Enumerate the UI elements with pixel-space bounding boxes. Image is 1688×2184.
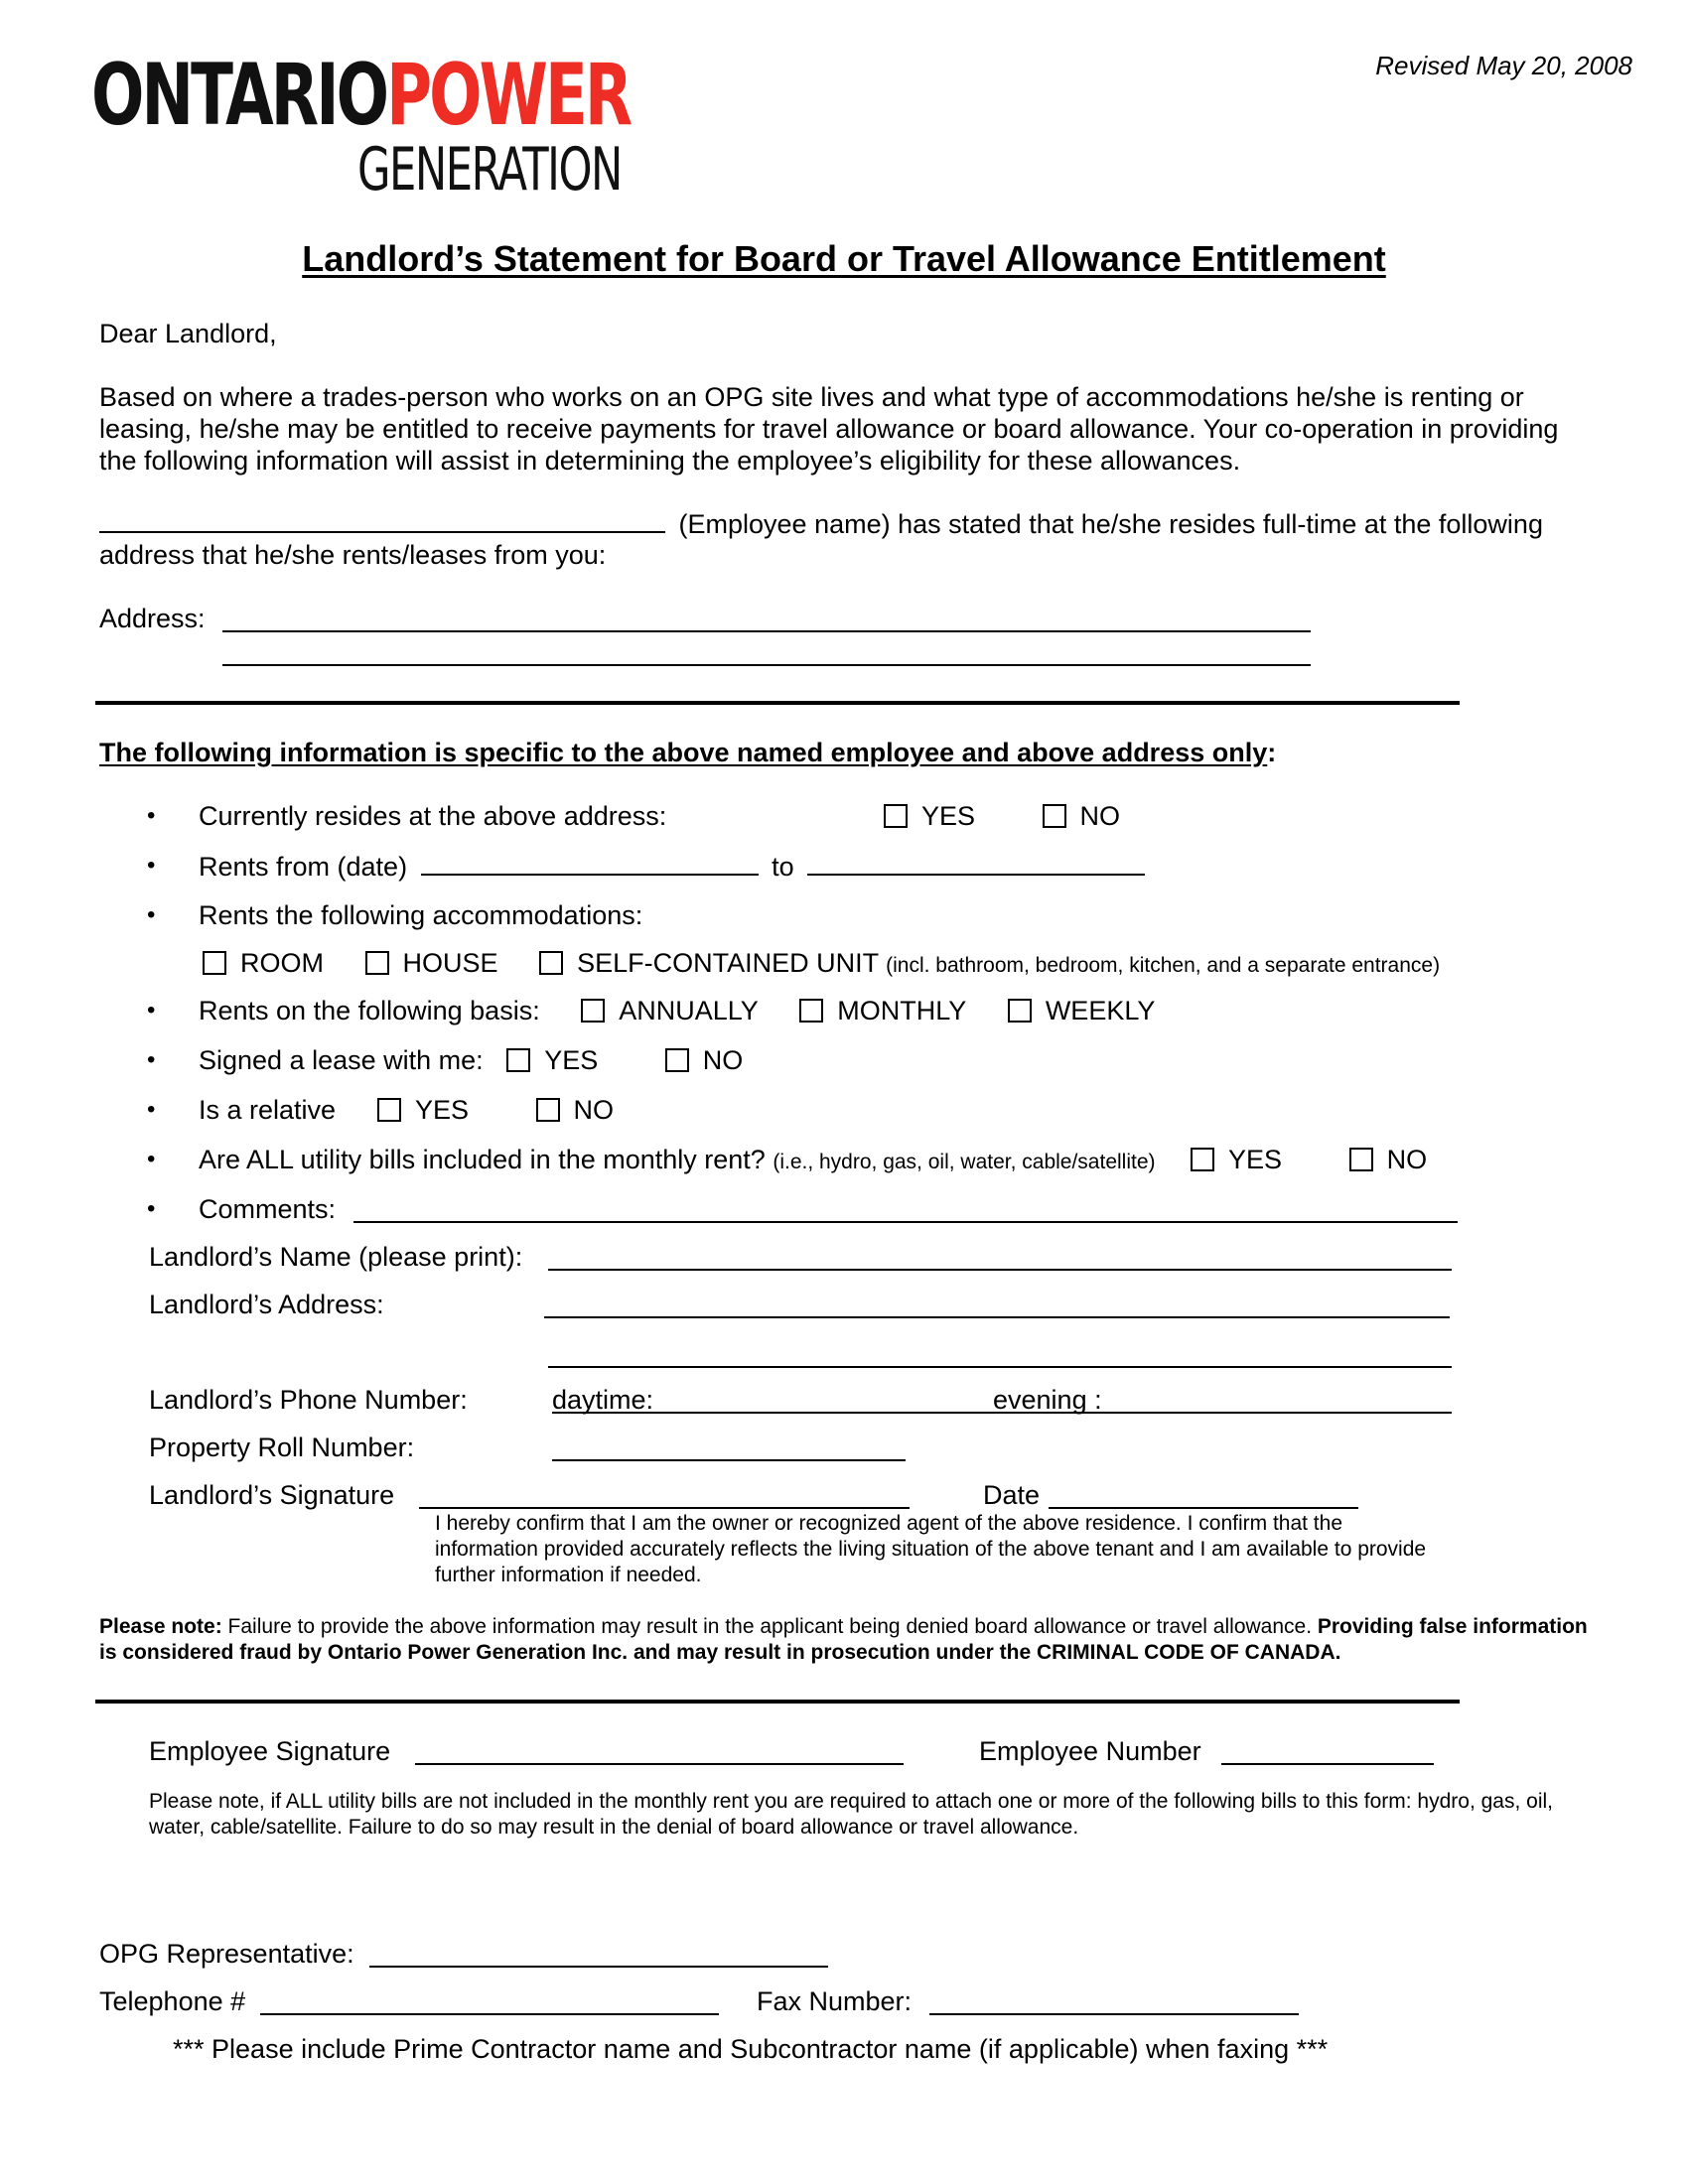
bullet-icon: • (147, 997, 156, 1024)
utilities-label: Are ALL utility bills included in the monthly rent? (199, 1145, 766, 1174)
utilities-no-checkbox[interactable] (1349, 1148, 1373, 1171)
please-note-text: Failure to provide the above information may result in the applicant being denied board allowance or travel allowance. (221, 1615, 1318, 1638)
landlord-name-field[interactable] (548, 1245, 1452, 1271)
utilities-yes-checkbox[interactable] (1191, 1148, 1214, 1171)
utilities-no-label: NO (1386, 1145, 1428, 1174)
landlord-signature-label: Landlord’s Signature (149, 1480, 395, 1510)
relative-no-label: NO (573, 1095, 615, 1125)
resides-no-label: NO (1079, 801, 1121, 831)
utility-bills-note: Please note, if ALL utility bills are not included in the monthly rent you are required to attach one or more of the following bills to this form: hydro, gas, oil, water, cable/satellite. Failure to do so may result in the denial of board allowance or travel allowance. (149, 1790, 1553, 1839)
logo-power: POWER (386, 46, 631, 145)
rents-to-date-field[interactable] (807, 850, 1145, 876)
bullet-icon: • (147, 802, 156, 829)
landlord-address-field-2[interactable] (548, 1342, 1452, 1368)
address-field-2[interactable] (222, 640, 1311, 666)
utilities-yes-label: YES (1228, 1145, 1283, 1174)
monthly-checkbox[interactable] (799, 999, 823, 1023)
utilities-note: (i.e., hydro, gas, oil, water, cable/satellite) (773, 1151, 1156, 1173)
comments-field[interactable] (353, 1197, 1458, 1223)
bullet-icon: • (147, 901, 156, 928)
divider-1 (95, 701, 1460, 705)
faxing-instruction: *** Please include Prime Contractor name and Subcontractor name (if applicable) when faxing *** (173, 2034, 1329, 2064)
landlord-confirmation: I hereby confirm that I am the owner or recognized agent of the above residence. I confirm that the information provided accurately reflects the living situation of the above tenant and I am available to provide further information if needed. (435, 1512, 1427, 1586)
employee-name-field[interactable] (99, 507, 665, 533)
address-field-1[interactable] (222, 607, 1311, 632)
relative-yes-label: YES (415, 1095, 470, 1125)
please-note-label: Please note: (99, 1615, 222, 1638)
bullet-icon: • (147, 1195, 156, 1222)
logo-ontario: ONTARIO (91, 46, 387, 145)
employee-signature-label: Employee Signature (149, 1736, 391, 1766)
landlord-address-label: Landlord’s Address: (149, 1290, 384, 1319)
lease-yes-checkbox[interactable] (506, 1048, 530, 1072)
accommodations-label: Rents the following accommodations: (199, 900, 643, 930)
resides-label: Currently resides at the above address: (199, 801, 667, 831)
divider-2 (95, 1700, 1460, 1704)
bullet-icon: • (147, 1096, 156, 1123)
bullet-icon: • (147, 852, 156, 879)
house-checkbox[interactable] (365, 951, 389, 975)
section-heading: The following information is specific to the above named employee and above address only (99, 738, 1268, 767)
monthly-label: MONTHLY (837, 996, 967, 1025)
annually-label: ANNUALLY (619, 996, 759, 1025)
property-roll-label: Property Roll Number: (149, 1433, 415, 1462)
relative-no-checkbox[interactable] (536, 1098, 560, 1122)
landlord-phone-label: Landlord’s Phone Number: (149, 1385, 468, 1415)
opg-rep-field[interactable] (369, 1942, 828, 1968)
daytime-phone-field[interactable] (552, 1388, 993, 1414)
resides-yes-checkbox[interactable] (884, 804, 908, 828)
weekly-checkbox[interactable] (1008, 999, 1032, 1023)
landlord-address-field-1[interactable] (544, 1293, 1450, 1318)
bullet-icon: • (147, 1046, 156, 1073)
employee-number-field[interactable] (1221, 1739, 1434, 1765)
self-contained-label: SELF-CONTAINED UNIT (577, 948, 879, 978)
evening-phone-field[interactable] (993, 1388, 1452, 1414)
house-label: HOUSE (402, 948, 498, 978)
employee-signature-field[interactable] (415, 1739, 904, 1765)
revised-date: Revised May 20, 2008 (1375, 51, 1632, 80)
self-contained-note: (incl. bathroom, bedroom, kitchen, and a separate entrance) (886, 954, 1441, 977)
landlord-signature-field[interactable] (419, 1483, 910, 1509)
please-note-warning: Providing false information is considered fraud by Ontario Power Generation Inc. and may result in prosecution under the CRIMINAL CODE OF CANADA. (99, 1615, 1588, 1664)
employee-name-label-cont: address that he/she rents/leases from you: (99, 540, 607, 570)
opg-logo (91, 46, 631, 205)
section-heading-colon: : (1267, 738, 1277, 767)
landlord-date-label: Date (983, 1480, 1041, 1510)
lease-no-checkbox[interactable] (665, 1048, 689, 1072)
comments-label: Comments: (199, 1194, 337, 1224)
lease-label: Signed a lease with me: (199, 1045, 484, 1075)
fax-label: Fax Number: (757, 1986, 913, 2016)
employee-number-label: Employee Number (979, 1736, 1201, 1766)
weekly-label: WEEKLY (1045, 996, 1156, 1025)
annually-checkbox[interactable] (581, 999, 605, 1023)
rents-from-date-field[interactable] (421, 850, 759, 876)
address-label: Address: (99, 604, 206, 633)
landlord-date-field[interactable] (1049, 1483, 1358, 1509)
opg-rep-label: OPG Representative: (99, 1939, 354, 1969)
resides-no-checkbox[interactable] (1043, 804, 1066, 828)
property-roll-field[interactable] (552, 1435, 906, 1461)
relative-label: Is a relative (199, 1095, 337, 1125)
evening-label: evening : (993, 1385, 1102, 1415)
basis-label: Rents on the following basis: (199, 996, 540, 1025)
lease-no-label: NO (702, 1045, 744, 1075)
rents-from-label: Rents from (date) (199, 852, 408, 882)
logo-generation: GENERATION (357, 135, 622, 205)
page-title: Landlord’s Statement for Board or Travel Allowance Entitlement (302, 238, 1386, 279)
please-note (99, 1614, 1589, 1666)
fax-field[interactable] (929, 1989, 1299, 2015)
lease-yes-label: YES (544, 1045, 599, 1075)
resides-yes-label: YES (921, 801, 976, 831)
landlord-name-label: Landlord’s Name (please print): (149, 1242, 523, 1272)
employee-name-label: (Employee name) has stated that he/she resides full-time at the following (678, 509, 1543, 539)
room-label: ROOM (240, 948, 324, 978)
room-checkbox[interactable] (203, 951, 226, 975)
relative-yes-checkbox[interactable] (377, 1098, 401, 1122)
telephone-field[interactable] (260, 1989, 719, 2015)
salutation: Dear Landlord, (99, 319, 277, 348)
rents-to-label: to (772, 852, 794, 882)
self-contained-checkbox[interactable] (539, 951, 563, 975)
bullet-icon: • (147, 1146, 156, 1172)
daytime-label: daytime: (552, 1385, 654, 1415)
telephone-label: Telephone # (99, 1986, 246, 2016)
intro-paragraph: Based on where a trades-person who works on an OPG site lives and what type of accommodations he/she is renting or leasing, he/she may be entitled to receive payments for travel allowance or board allowance. Your co-operation in providing the following information will assist in determining the employee’s eligibility for these allowances. (99, 382, 1559, 476)
